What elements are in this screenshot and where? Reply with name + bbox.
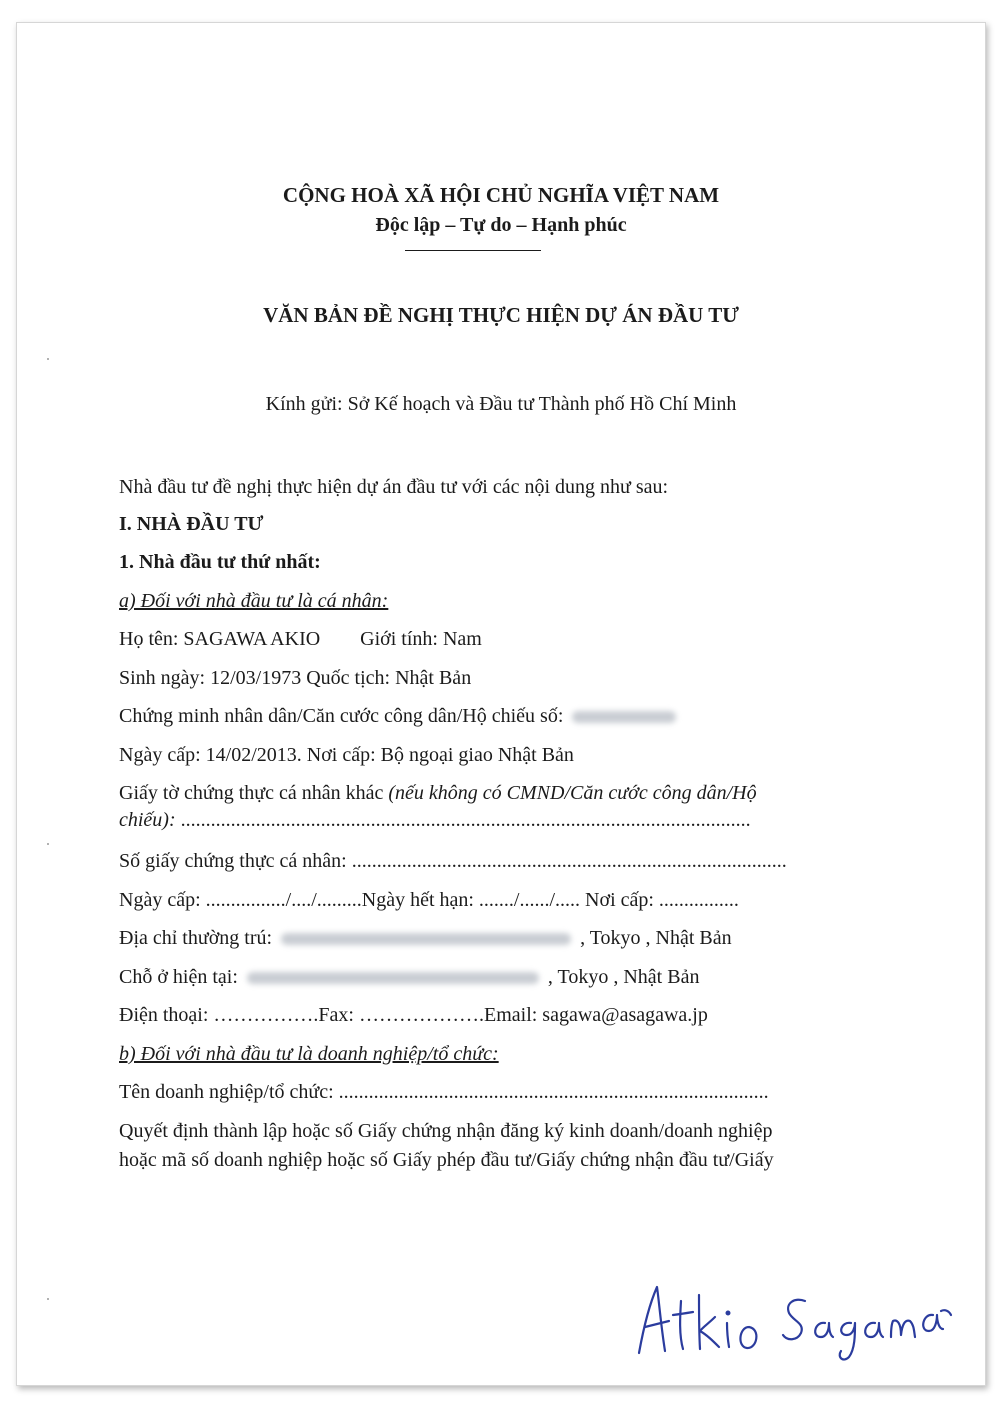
individual-heading: a) Đối với nhà đầu tư là cá nhân:	[119, 590, 389, 612]
permanent-address-row	[119, 927, 732, 950]
section-heading: I. NHÀ ĐẦU TƯ	[119, 513, 264, 535]
current-address-tail: , Tokyo , Nhật Bản	[547, 966, 700, 988]
document-title: VĂN BẢN ĐỀ NGHỊ THỰC HIỆN DỰ ÁN ĐẦU TƯ	[263, 303, 739, 327]
recipient-line: Kính gửi: Sở Kế hoạch và Đầu tư Thành phố Hồ Chí Minh	[265, 393, 737, 415]
other-id-note: (nếu không có CMND/Căn cước công dân/Hộ	[388, 782, 757, 804]
redacted-id-number	[572, 711, 676, 723]
current-address-row	[119, 966, 699, 989]
scan-speck	[47, 358, 49, 360]
cert-number-row: Số giấy chứng thực cá nhân: .......................................................................................	[119, 850, 787, 872]
permanent-address-tail: , Tokyo , Nhật Bản	[580, 927, 732, 949]
redacted-current-address	[247, 972, 539, 984]
cert-dates-row: Ngày cấp: ................/..../.........Ngày hết hạn: ......./....../..... Nơi cấp: ................	[119, 889, 739, 911]
country-header: CỘNG HOÀ XÃ HỘI CHỦ NGHĨA VIỆT NAM	[282, 183, 720, 207]
intro-text: Nhà đầu tư đề nghị thực hiện dự án đầu tư với các nội dung như sau:	[119, 476, 669, 498]
organization-name-row: Tên doanh nghiệp/tổ chức: ......................................................................................	[119, 1081, 769, 1103]
motto: Độc lập – Tự do – Hạnh phúc	[375, 214, 627, 236]
id-number-row	[119, 705, 680, 728]
decision-line-1: Quyết định thành lập hoặc số Giấy chứng nhận đăng ký kinh doanh/doanh nghiệp	[119, 1120, 773, 1142]
other-id-blank: ..................................................................................................................	[180, 809, 751, 831]
scan-speck	[47, 843, 49, 845]
decision-line-2: hoặc mã số doanh nghiệp hoặc số Giấy phép đầu tư/Giấy chứng nhận đầu tư/Giấy	[119, 1149, 774, 1171]
contact-row: Điện thoại: …………….Fax: ……………….Email: sagawa@asagawa.jp	[119, 1004, 708, 1026]
gender-field: Giới tính: Nam	[360, 628, 482, 650]
investor-subheading: 1. Nhà đầu tư thứ nhất:	[119, 551, 321, 573]
id-number-label: Chứng minh nhân dân/Căn cước công dân/Hộ chiếu số:	[119, 705, 564, 727]
organization-heading: b) Đối với nhà đầu tư là doanh nghiệp/tổ chức:	[119, 1043, 499, 1065]
other-id-line-1	[119, 782, 757, 805]
scan-speck	[47, 1298, 49, 1300]
other-id-label: Giấy tờ chứng thực cá nhân khác	[119, 782, 384, 804]
issue-info: Ngày cấp: 14/02/2013. Nơi cấp: Bộ ngoại giao Nhật Bản	[119, 744, 574, 766]
other-id-line-2	[119, 809, 751, 832]
handwritten-signature	[629, 1271, 959, 1361]
permanent-address-label: Địa chỉ thường trú:	[119, 927, 273, 949]
signature-text: Akio Sagawa	[629, 1271, 635, 1272]
current-address-label: Chỗ ở hiện tại:	[119, 966, 238, 988]
redacted-permanent-address	[281, 933, 571, 945]
name-field: Họ tên: SAGAWA AKIO	[119, 628, 321, 650]
header-divider	[405, 250, 541, 251]
document-page	[16, 22, 986, 1386]
other-id-note-end: chiếu):	[119, 809, 176, 831]
name-row	[119, 628, 482, 651]
dob-nationality: Sinh ngày: 12/03/1973 Quốc tịch: Nhật Bản	[119, 667, 472, 689]
